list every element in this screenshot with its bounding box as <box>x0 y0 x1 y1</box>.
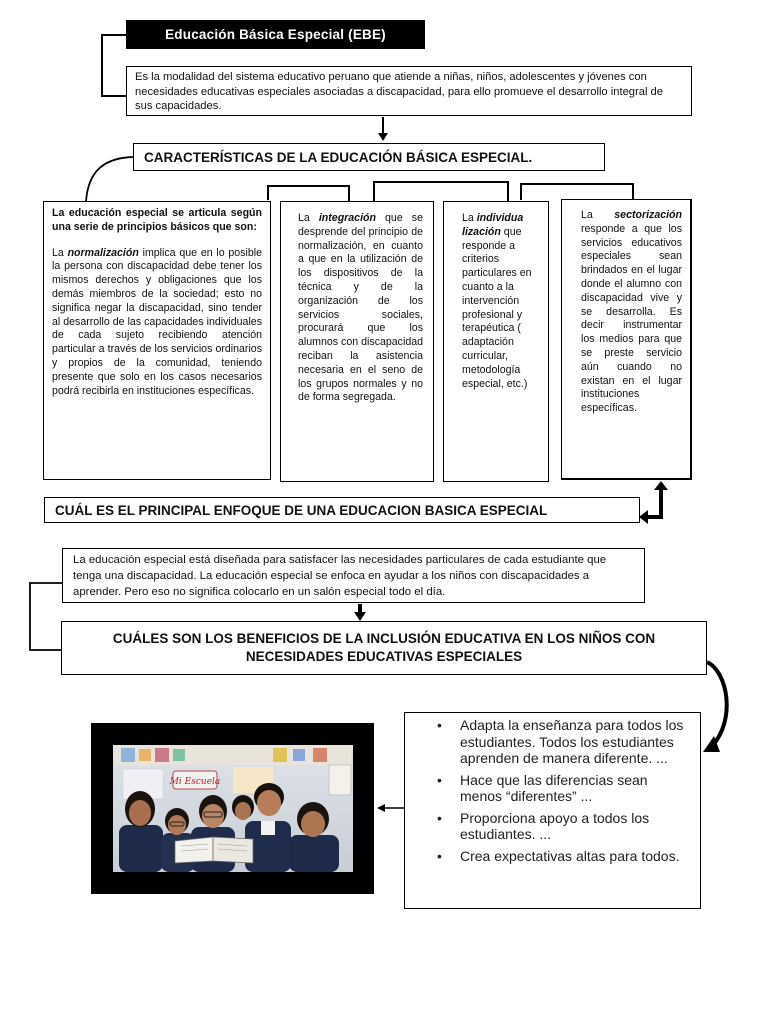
individualizacion-term: individua lización <box>462 212 524 238</box>
benefits-list <box>417 717 692 864</box>
double-arrow-head-up <box>654 481 668 490</box>
normalizacion-term: normalización <box>67 246 139 259</box>
classroom-photo <box>113 745 353 872</box>
list-item <box>417 717 692 767</box>
curve-benefits <box>707 662 727 746</box>
photo-frame <box>91 723 374 894</box>
curve-heading-col1 <box>86 157 133 202</box>
benefits-list-box <box>404 712 701 909</box>
benefit-text: Proporciona apoyo a todos los estudiantes. ... <box>460 809 650 842</box>
approach-heading <box>44 497 640 523</box>
bracket-title-definition <box>102 35 126 96</box>
sectorizacion-prefix: La <box>581 209 615 221</box>
page-title: Educación Básica Especial (EBE) <box>165 27 386 42</box>
principle-individualizacion-box <box>443 201 549 482</box>
approach-text: La educación especial está diseñada para satisfacer las necesidades particulares de cada estudiante que tenga una discapacidad. La educación especial se enfoca en ayudar a los niños con discapacidades a aprender. Pero eso no significa colocarlo en un salón especial todo el día. <box>73 554 607 598</box>
bullet-icon: • <box>437 809 442 826</box>
principle-normalizacion-box <box>43 201 271 480</box>
normalizacion-body: implica que en lo posible la persona con discapacidad debe tener los mismos derechos y obligaciones que los demás miembros de la sociedad; esto no significa negar la discapacidad, sino tender al desarrollo de las capacidades individuales de cada sujeto recibiendo atención particular a través de los servicios ordinarios y propios de la comunidad, teniendo presente que solo en los casos necesarios podrá recibirla en instituciones específicas. <box>52 246 262 397</box>
approach-box <box>62 548 645 603</box>
integracion-term: integración <box>318 212 376 224</box>
benefit-text: Adapta la enseñanza para todos los estudiantes. Todos los estudiantes aprenden de manera diferente. ... <box>460 717 684 766</box>
arrow-head-1 <box>378 133 388 141</box>
list-item <box>417 772 692 805</box>
bullet-icon: • <box>437 717 442 733</box>
title-box <box>126 20 425 49</box>
connector-col1-col2 <box>268 186 349 201</box>
bullet-icon: • <box>437 771 442 788</box>
sectorizacion-term: sectorización <box>614 209 682 221</box>
list-item <box>417 848 692 865</box>
arrow-head-2 <box>354 612 366 621</box>
list-item <box>417 810 692 843</box>
definition-text: Es la modalidad del sistema educativo peruano que atiende a niñas, niños, adolescentes y jóvenes con necesidades educativas especiales asociadas a discapacidad, para ello promueve el desarrollo integral de sus capacidades. <box>135 71 664 112</box>
individualizacion-body: que responde a criterios particulares en cuanto a la intervención profesional y terapéutica ( adaptación curricular, metodología especial, etc.) <box>462 225 532 390</box>
integracion-prefix: La <box>298 212 319 224</box>
sectorizacion-body: responde a que los servicios educativos especiales sean brindados en el lugar donde el alumno con discapacidad vive y se desarrolla. Es decir instrumentar los medios para que se preste servicio aún cuando no existan en el lugar instituciones específicas. <box>581 222 682 415</box>
benefit-text: Hace que las diferencias sean menos “diferentes” ... <box>460 771 648 804</box>
arrow-head-4 <box>377 804 385 812</box>
double-arrow-head-left <box>639 510 648 524</box>
characteristics-heading-text: CARACTERÍSTICAS DE LA EDUCACIÓN BÁSICA ESPECIAL. <box>144 149 533 165</box>
normalizacion-prefix: La <box>52 246 68 259</box>
connector-col2-col3 <box>374 182 508 201</box>
open-book <box>175 837 253 863</box>
definition-box <box>126 66 692 116</box>
principle-integracion-box <box>280 201 434 482</box>
approach-heading-text: CUÁL ES EL PRINCIPAL ENFOQUE DE UNA EDUCACION BASICA ESPECIAL <box>55 502 548 518</box>
characteristics-heading <box>133 143 605 171</box>
double-arrow <box>646 488 661 517</box>
normalizacion-text <box>52 247 262 399</box>
classroom-sign-label: Mi Escuela <box>169 777 221 787</box>
bracket-approach <box>30 583 62 650</box>
benefits-heading <box>61 621 707 675</box>
connector-col3-col4 <box>521 184 633 200</box>
bullet-icon: • <box>437 847 442 864</box>
benefits-heading-text: CUÁLES SON LOS BENEFICIOS DE LA INCLUSIÓN EDUCATIVA EN LOS NIÑOS CON NECESIDADES EDUCATIVAS ESPECIALES <box>112 631 656 664</box>
principles-lead: La educación especial se articula según una serie de principios básicos que son: <box>52 207 262 233</box>
benefit-text: Crea expectativas altas para todos. <box>460 847 680 864</box>
integracion-body: que se desprende del principio de normalización, en cuanto a que en la utilización de los dispositivos de la técnica y de la organización de los servicios sociales, procurará que los alumnos con discapacidad reciban la asistencia necesaria en el seno de los grupos normales y no de forma segregada. <box>298 212 423 404</box>
students-reading-illustration <box>113 745 353 872</box>
principle-sectorizacion-box <box>561 199 692 480</box>
individualizacion-prefix: La <box>462 212 477 224</box>
